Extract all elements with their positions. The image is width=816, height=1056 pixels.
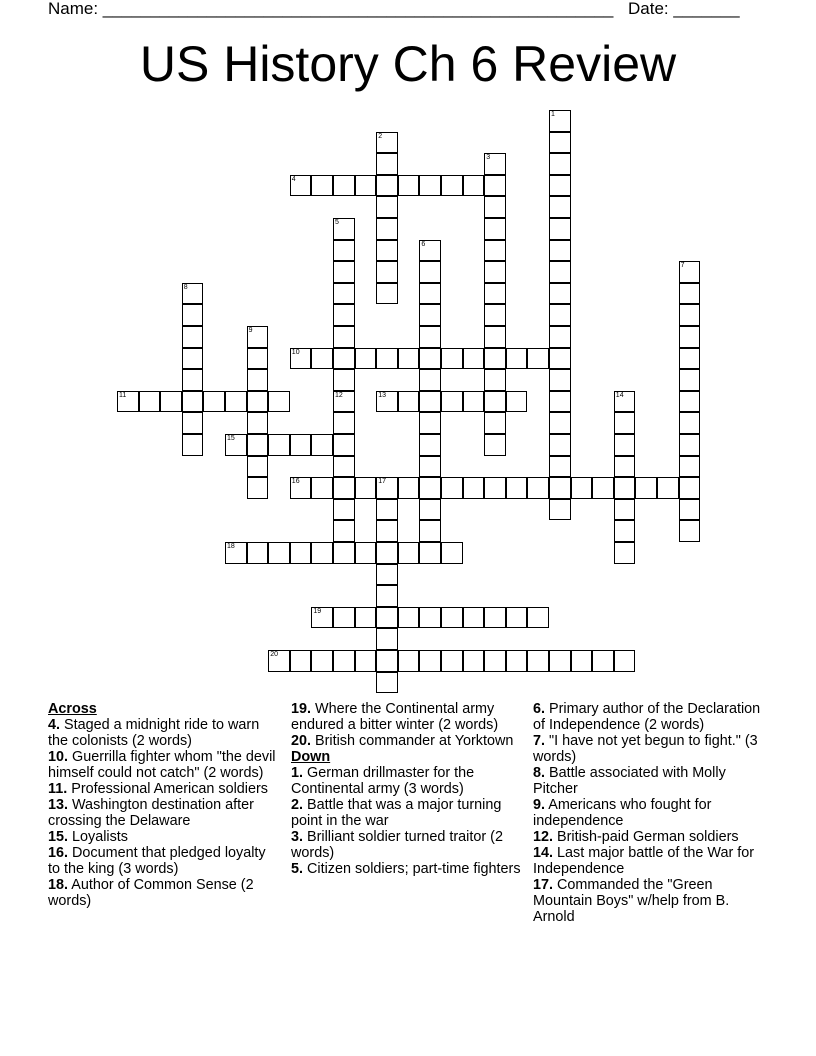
grid-cell[interactable]	[355, 650, 377, 672]
grid-cell[interactable]	[419, 456, 441, 478]
grid-cell[interactable]	[419, 542, 441, 564]
grid-cell[interactable]	[376, 499, 398, 521]
clue-across-13: 13. Washington destination after crossing the Delaware	[48, 797, 254, 829]
grid-cell[interactable]	[333, 348, 355, 370]
grid-cell[interactable]	[333, 520, 355, 542]
grid-cell[interactable]	[484, 218, 506, 240]
grid-cell[interactable]	[247, 348, 269, 370]
grid-cell[interactable]	[549, 218, 571, 240]
grid-cell[interactable]	[376, 585, 398, 607]
grid-cell[interactable]	[247, 477, 269, 499]
grid-cell[interactable]	[549, 348, 571, 370]
grid-cell[interactable]	[527, 477, 549, 499]
grid-cell[interactable]	[549, 153, 571, 175]
grid-cell[interactable]	[549, 175, 571, 197]
grid-cell[interactable]	[247, 412, 269, 434]
clue-number: 9	[248, 327, 253, 334]
across-heading: Across	[48, 701, 97, 717]
grid-cell[interactable]	[419, 412, 441, 434]
grid-cell[interactable]	[549, 456, 571, 478]
grid-cell[interactable]	[549, 132, 571, 154]
grid-cell[interactable]	[549, 499, 571, 521]
name-field[interactable]: Name: ______________________________________________________	[48, 0, 614, 18]
grid-cell[interactable]	[571, 477, 593, 499]
grid-cell[interactable]	[333, 391, 355, 413]
grid-cell[interactable]	[679, 348, 701, 370]
grid-cell[interactable]	[419, 369, 441, 391]
grid-cell[interactable]	[376, 218, 398, 240]
grid-cell[interactable]	[247, 369, 269, 391]
grid-cell[interactable]	[549, 261, 571, 283]
grid-cell[interactable]	[333, 369, 355, 391]
clue-across-16: 16. Document that pledged loyalty to the king (3 words)	[48, 845, 266, 877]
clue-down-14: 14. Last major battle of the War for Independence	[533, 845, 755, 877]
grid-cell[interactable]	[376, 196, 398, 218]
grid-cell[interactable]	[527, 650, 549, 672]
grid-cell[interactable]	[376, 564, 398, 586]
grid-cell[interactable]	[484, 175, 506, 197]
clues-column-2	[291, 701, 523, 877]
grid-cell[interactable]	[614, 412, 636, 434]
grid-cell[interactable]	[484, 607, 506, 629]
grid-cell[interactable]	[376, 628, 398, 650]
grid-cell[interactable]	[333, 434, 355, 456]
grid-cell[interactable]	[484, 391, 506, 413]
grid-cell[interactable]	[441, 477, 463, 499]
grid-cell[interactable]	[311, 607, 333, 629]
grid-cell[interactable]	[419, 650, 441, 672]
grid-cell[interactable]	[441, 607, 463, 629]
grid-cell[interactable]	[398, 542, 420, 564]
grid-cell[interactable]	[484, 348, 506, 370]
grid-cell[interactable]	[268, 542, 290, 564]
grid-cell[interactable]	[355, 477, 377, 499]
grid-cell[interactable]	[355, 175, 377, 197]
grid-cell[interactable]	[398, 477, 420, 499]
grid-cell[interactable]	[484, 477, 506, 499]
clue-number: 20	[270, 651, 278, 658]
grid-cell[interactable]	[419, 175, 441, 197]
grid-cell[interactable]	[614, 456, 636, 478]
clue-number: 7	[680, 262, 685, 270]
grid-cell[interactable]	[333, 607, 355, 629]
grid-cell[interactable]	[182, 348, 204, 370]
clue-number: 17	[378, 478, 386, 486]
grid-cell[interactable]	[333, 542, 355, 564]
grid-cell[interactable]	[268, 391, 290, 413]
grid-cell[interactable]	[463, 348, 485, 370]
grid-cell[interactable]	[419, 348, 441, 370]
grid-cell[interactable]	[484, 369, 506, 391]
grid-cell[interactable]	[419, 326, 441, 348]
grid-cell[interactable]	[571, 650, 593, 672]
grid-cell[interactable]	[549, 650, 571, 672]
grid-cell[interactable]	[333, 412, 355, 434]
clue-number: 10	[291, 348, 300, 356]
clue-number: 4	[291, 175, 296, 183]
date-field[interactable]: Date: _______	[628, 0, 740, 18]
grid-cell[interactable]	[463, 607, 485, 629]
clue-number: 3	[486, 154, 491, 162]
grid-cell[interactable]	[549, 240, 571, 262]
grid-cell[interactable]	[376, 650, 398, 672]
grid-cell[interactable]	[549, 283, 571, 305]
grid-cell[interactable]	[311, 650, 333, 672]
grid-cell[interactable]	[679, 456, 701, 478]
grid-cell[interactable]	[182, 369, 204, 391]
clue-number: 1	[551, 111, 555, 118]
grid-cell[interactable]	[398, 391, 420, 413]
grid-cell[interactable]	[333, 261, 355, 283]
clue-number: 19	[313, 607, 322, 615]
grid-cell[interactable]	[333, 304, 355, 326]
clue-down-2: 2. Battle that was a major turning point in the war	[291, 797, 502, 829]
grid-cell[interactable]	[549, 304, 571, 326]
grid-cell[interactable]	[376, 175, 398, 197]
grid-cell[interactable]	[441, 348, 463, 370]
grid-cell[interactable]	[549, 391, 571, 413]
grid-cell[interactable]	[592, 477, 614, 499]
grid-cell[interactable]	[679, 477, 701, 499]
grid-cell[interactable]	[333, 650, 355, 672]
grid-cell[interactable]	[614, 434, 636, 456]
grid-cell[interactable]	[549, 196, 571, 218]
clue-number: 2	[378, 132, 383, 140]
clue-number: 18	[227, 543, 235, 550]
grid-cell[interactable]	[549, 412, 571, 434]
grid-cell[interactable]	[419, 261, 441, 283]
grid-cell[interactable]	[311, 477, 333, 499]
grid-cell[interactable]	[182, 434, 204, 456]
grid-cell[interactable]	[376, 542, 398, 564]
clue-number: 6	[421, 240, 426, 248]
grid-cell[interactable]	[376, 607, 398, 629]
grid-cell[interactable]	[376, 261, 398, 283]
grid-cell[interactable]	[376, 132, 398, 154]
grid-cell[interactable]	[225, 434, 247, 456]
grid-cell[interactable]	[614, 477, 636, 499]
grid-cell[interactable]	[484, 153, 506, 175]
grid-cell[interactable]	[527, 348, 549, 370]
clue-down-17: 17. Commanded the "Green Mountain Boys" w/help from B. Arnold	[533, 877, 730, 925]
grid-cell[interactable]	[506, 348, 528, 370]
clue-number: 15	[227, 435, 235, 442]
grid-cell[interactable]	[484, 261, 506, 283]
grid-cell[interactable]	[419, 391, 441, 413]
clue-number: 12	[335, 391, 343, 399]
page-title: US History Ch 6 Review	[139, 36, 677, 92]
clue-number: 13	[378, 391, 386, 399]
grid-cell[interactable]	[311, 542, 333, 564]
grid-cell[interactable]	[376, 348, 398, 370]
grid-cell[interactable]	[506, 650, 528, 672]
grid-cell[interactable]	[398, 175, 420, 197]
grid-cell[interactable]	[506, 477, 528, 499]
grid-cell[interactable]	[311, 348, 333, 370]
grid-cell[interactable]	[182, 304, 204, 326]
grid-cell[interactable]	[484, 650, 506, 672]
clue-number: 16	[291, 478, 300, 486]
grid-cell[interactable]	[527, 607, 549, 629]
grid-cell[interactable]	[117, 391, 139, 413]
grid-cell[interactable]	[549, 434, 571, 456]
grid-cell[interactable]	[679, 520, 701, 542]
grid-cell[interactable]	[463, 391, 485, 413]
grid-cell[interactable]	[333, 283, 355, 305]
grid-cell[interactable]	[311, 175, 333, 197]
grid-cell[interactable]	[549, 326, 571, 348]
grid-cell[interactable]	[419, 240, 441, 262]
grid-cell[interactable]	[441, 391, 463, 413]
grid-cell[interactable]	[160, 391, 182, 413]
grid-cell[interactable]	[268, 650, 290, 672]
grid-cell[interactable]	[290, 434, 312, 456]
grid-cell[interactable]	[679, 304, 701, 326]
grid-cell[interactable]	[333, 499, 355, 521]
grid-cell[interactable]	[592, 650, 614, 672]
clue-across-15: 15. Loyalists	[48, 829, 129, 845]
clue-number: 14	[615, 391, 624, 399]
grid-cell[interactable]	[398, 650, 420, 672]
clue-number: 11	[119, 391, 127, 399]
grid-cell[interactable]	[484, 434, 506, 456]
grid-cell[interactable]	[290, 175, 312, 197]
grid-cell[interactable]	[376, 153, 398, 175]
grid-cell[interactable]	[182, 326, 204, 348]
grid-cell[interactable]	[614, 391, 636, 413]
grid-cell[interactable]	[333, 456, 355, 478]
grid-cell[interactable]	[419, 304, 441, 326]
grid-cell[interactable]	[679, 391, 701, 413]
clue-across-4: 4. Staged a midnight ride to warn the colonists (2 words)	[48, 717, 260, 749]
grid-cell[interactable]	[419, 434, 441, 456]
grid-cell[interactable]	[463, 175, 485, 197]
grid-cell[interactable]	[463, 650, 485, 672]
grid-cell[interactable]	[247, 542, 269, 564]
grid-cell[interactable]	[225, 542, 247, 564]
clue-across-19: 19. Where the Continental army endured a bitter winter (2 words)	[291, 701, 499, 733]
clue-across-20: 20. British commander at Yorktown	[291, 733, 514, 749]
grid-cell[interactable]	[484, 412, 506, 434]
grid-cell[interactable]	[484, 196, 506, 218]
grid-cell[interactable]	[614, 650, 636, 672]
grid-cell[interactable]	[441, 542, 463, 564]
grid-cell[interactable]	[679, 261, 701, 283]
clues-column-3	[533, 701, 765, 925]
clue-down-1: 1. German drillmaster for the Continental army (3 words)	[291, 765, 475, 797]
grid-cell[interactable]	[679, 326, 701, 348]
grid-cell[interactable]	[484, 240, 506, 262]
grid-cell[interactable]	[225, 391, 247, 413]
grid-cell[interactable]	[182, 283, 204, 305]
grid-cell[interactable]	[139, 391, 161, 413]
clue-across-11: 11. Professional American soldiers	[48, 781, 268, 797]
grid-cell[interactable]	[484, 283, 506, 305]
grid-cell[interactable]	[247, 456, 269, 478]
grid-cell[interactable]	[463, 477, 485, 499]
grid-cell[interactable]	[506, 607, 528, 629]
grid-cell[interactable]	[549, 369, 571, 391]
clue-down-7: 7. "I have not yet begun to fight." (3 words)	[533, 733, 758, 765]
grid-cell[interactable]	[441, 650, 463, 672]
grid-cell[interactable]	[355, 607, 377, 629]
clue-across-10: 10. Guerrilla fighter whom "the devil himself could not catch" (2 words)	[48, 749, 276, 781]
grid-cell[interactable]	[376, 520, 398, 542]
grid-cell[interactable]	[290, 348, 312, 370]
grid-cell[interactable]	[419, 283, 441, 305]
clue-number: 8	[183, 283, 188, 291]
clue-down-3: 3. Brilliant soldier turned traitor (2 words)	[291, 829, 503, 861]
grid-cell[interactable]	[247, 326, 269, 348]
grid-cell[interactable]	[182, 391, 204, 413]
grid-cell[interactable]	[333, 240, 355, 262]
clue-down-5: 5. Citizen soldiers; part-time fighters	[291, 861, 521, 877]
clue-down-8: 8. Battle associated with Molly Pitcher	[533, 765, 726, 797]
clue-down-6: 6. Primary author of the Declaration of Independence (2 words)	[533, 701, 761, 733]
grid-cell[interactable]	[333, 477, 355, 499]
grid-cell[interactable]	[376, 477, 398, 499]
grid-cell[interactable]	[484, 326, 506, 348]
grid-cell[interactable]	[679, 434, 701, 456]
grid-cell[interactable]	[247, 434, 269, 456]
grid-cell[interactable]	[311, 434, 333, 456]
clues-column-1	[48, 701, 280, 909]
grid-cell[interactable]	[679, 412, 701, 434]
grid-cell[interactable]	[290, 542, 312, 564]
grid-cell[interactable]	[376, 391, 398, 413]
grid-cell[interactable]	[376, 240, 398, 262]
grid-cell[interactable]	[376, 672, 398, 694]
grid-cell[interactable]	[549, 477, 571, 499]
grid-cell[interactable]	[398, 348, 420, 370]
grid-cell[interactable]	[268, 434, 290, 456]
clue-across-18: 18. Author of Common Sense (2 words)	[48, 877, 254, 909]
clue-down-9: 9. Americans who fought for independence	[533, 797, 712, 829]
grid-cell[interactable]	[484, 304, 506, 326]
grid-cell[interactable]	[419, 607, 441, 629]
grid-cell[interactable]	[333, 326, 355, 348]
grid-cell[interactable]	[679, 283, 701, 305]
grid-cell[interactable]	[355, 348, 377, 370]
clue-number: 5	[335, 219, 339, 226]
grid-cell[interactable]	[290, 477, 312, 499]
down-heading: Down	[291, 749, 331, 765]
grid-cell[interactable]	[203, 391, 225, 413]
grid-cell[interactable]	[333, 218, 355, 240]
grid-cell[interactable]	[635, 477, 657, 499]
grid-cell[interactable]	[657, 477, 679, 499]
grid-cell[interactable]	[333, 175, 355, 197]
grid-cell[interactable]	[441, 175, 463, 197]
grid-cell[interactable]	[419, 477, 441, 499]
grid-cell[interactable]	[247, 391, 269, 413]
grid-cell[interactable]	[182, 412, 204, 434]
grid-cell[interactable]	[506, 391, 528, 413]
grid-cell[interactable]	[376, 283, 398, 305]
grid-cell[interactable]	[290, 650, 312, 672]
grid-cell[interactable]	[419, 520, 441, 542]
grid-cell[interactable]	[355, 542, 377, 564]
grid-cell[interactable]	[679, 369, 701, 391]
grid-cell[interactable]	[398, 607, 420, 629]
clue-down-12: 12. British-paid German soldiers	[533, 829, 739, 845]
grid-cell[interactable]	[549, 110, 571, 132]
grid-cell[interactable]	[614, 499, 636, 521]
grid-cell[interactable]	[614, 542, 636, 564]
grid-cell[interactable]	[419, 499, 441, 521]
grid-cell[interactable]	[614, 520, 636, 542]
grid-cell[interactable]	[679, 499, 701, 521]
